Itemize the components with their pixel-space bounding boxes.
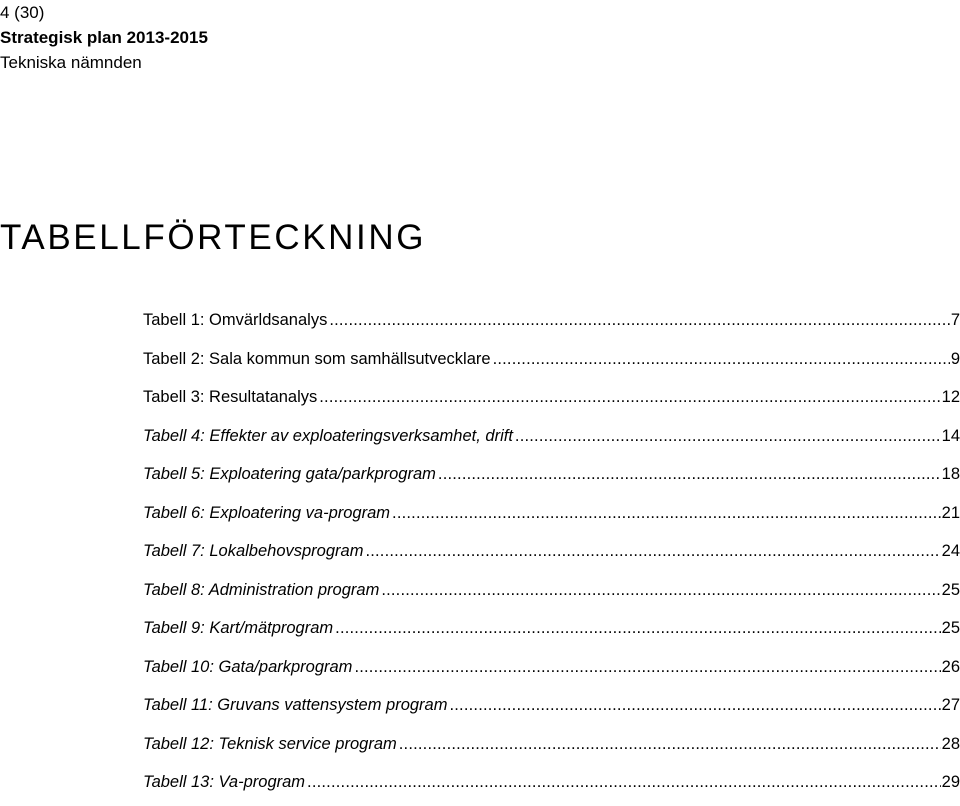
dot-leader: [515, 420, 941, 452]
toc-entry-page[interactable]: 12: [941, 388, 960, 406]
dot-leader: [449, 689, 940, 721]
toc-entry-label[interactable]: Tabell 7: Lokalbehovsprogram: [143, 542, 364, 560]
toc-entry-label[interactable]: Tabell 2: Sala kommun som samhällsutvecklare: [143, 349, 491, 368]
toc-entry-label[interactable]: Tabell 11: Gruvans vattensystem program: [143, 696, 448, 714]
toc-entry-label[interactable]: Tabell 8: Administration program: [143, 580, 380, 599]
toc-entry-page[interactable]: 21: [941, 503, 960, 522]
dot-leader: [381, 574, 940, 606]
dot-leader: [399, 728, 941, 760]
toc-entry-page[interactable]: 28: [941, 734, 960, 753]
toc-entry-page[interactable]: 18: [941, 465, 960, 483]
toc-entry-4[interactable]: [143, 420, 960, 459]
plan-title: Strategisk plan 2013-2015: [0, 28, 208, 47]
toc-entry-7[interactable]: [143, 535, 960, 574]
toc-entry-page[interactable]: 26: [941, 657, 960, 676]
department-name: Tekniska nämnden: [0, 53, 142, 72]
toc-entry-13[interactable]: [143, 766, 960, 805]
toc-entry-label[interactable]: Tabell 3: Resultatanalys: [143, 388, 318, 406]
table-of-tables-heading: TABELLFÖRTECKNING: [0, 218, 427, 257]
toc-entry-label[interactable]: Tabell 4: Effekter av exploateringsverksamhet, drift: [143, 426, 513, 445]
table-of-tables-list: [143, 304, 960, 805]
page-number: 4 (30): [0, 3, 45, 22]
toc-entry-5[interactable]: [143, 458, 960, 497]
toc-entry-page[interactable]: 24: [941, 542, 960, 560]
toc-entry-page[interactable]: 7: [950, 311, 960, 329]
toc-entry-11[interactable]: [143, 689, 960, 728]
dot-leader: [319, 381, 940, 413]
toc-entry-label[interactable]: Tabell 10: Gata/parkprogram: [143, 657, 353, 676]
toc-entry-1[interactable]: [143, 304, 960, 343]
toc-entry-3[interactable]: [143, 381, 960, 420]
dot-leader: [329, 304, 949, 336]
toc-entry-label[interactable]: Tabell 1: Omvärldsanalys: [143, 311, 328, 329]
dot-leader: [354, 651, 940, 683]
dot-leader: [493, 343, 950, 375]
toc-entry-page[interactable]: 25: [941, 619, 960, 637]
toc-entry-8[interactable]: [143, 574, 960, 613]
toc-entry-10[interactable]: [143, 651, 960, 690]
toc-entry-label[interactable]: Tabell 9: Kart/mätprogram: [143, 619, 334, 637]
dot-leader: [365, 535, 940, 567]
toc-entry-6[interactable]: [143, 497, 960, 536]
toc-entry-12[interactable]: [143, 728, 960, 767]
dot-leader: [392, 497, 941, 529]
toc-entry-page[interactable]: 29: [941, 773, 960, 791]
toc-entry-page[interactable]: 27: [941, 696, 960, 714]
toc-entry-label[interactable]: Tabell 12: Teknisk service program: [143, 734, 397, 753]
dot-leader: [335, 612, 940, 644]
dot-leader: [307, 766, 941, 798]
dot-leader: [438, 458, 941, 490]
toc-entry-9[interactable]: [143, 612, 960, 651]
toc-entry-label[interactable]: Tabell 5: Exploatering gata/parkprogram: [143, 465, 436, 483]
toc-entry-label[interactable]: Tabell 6: Exploatering va-program: [143, 503, 391, 522]
toc-entry-2[interactable]: [143, 343, 960, 382]
toc-entry-page[interactable]: 14: [941, 426, 960, 445]
toc-entry-page[interactable]: 9: [950, 349, 960, 368]
page-header: [0, 0, 208, 75]
toc-entry-label[interactable]: Tabell 13: Va-program: [143, 773, 306, 791]
toc-entry-page[interactable]: 25: [941, 580, 960, 599]
